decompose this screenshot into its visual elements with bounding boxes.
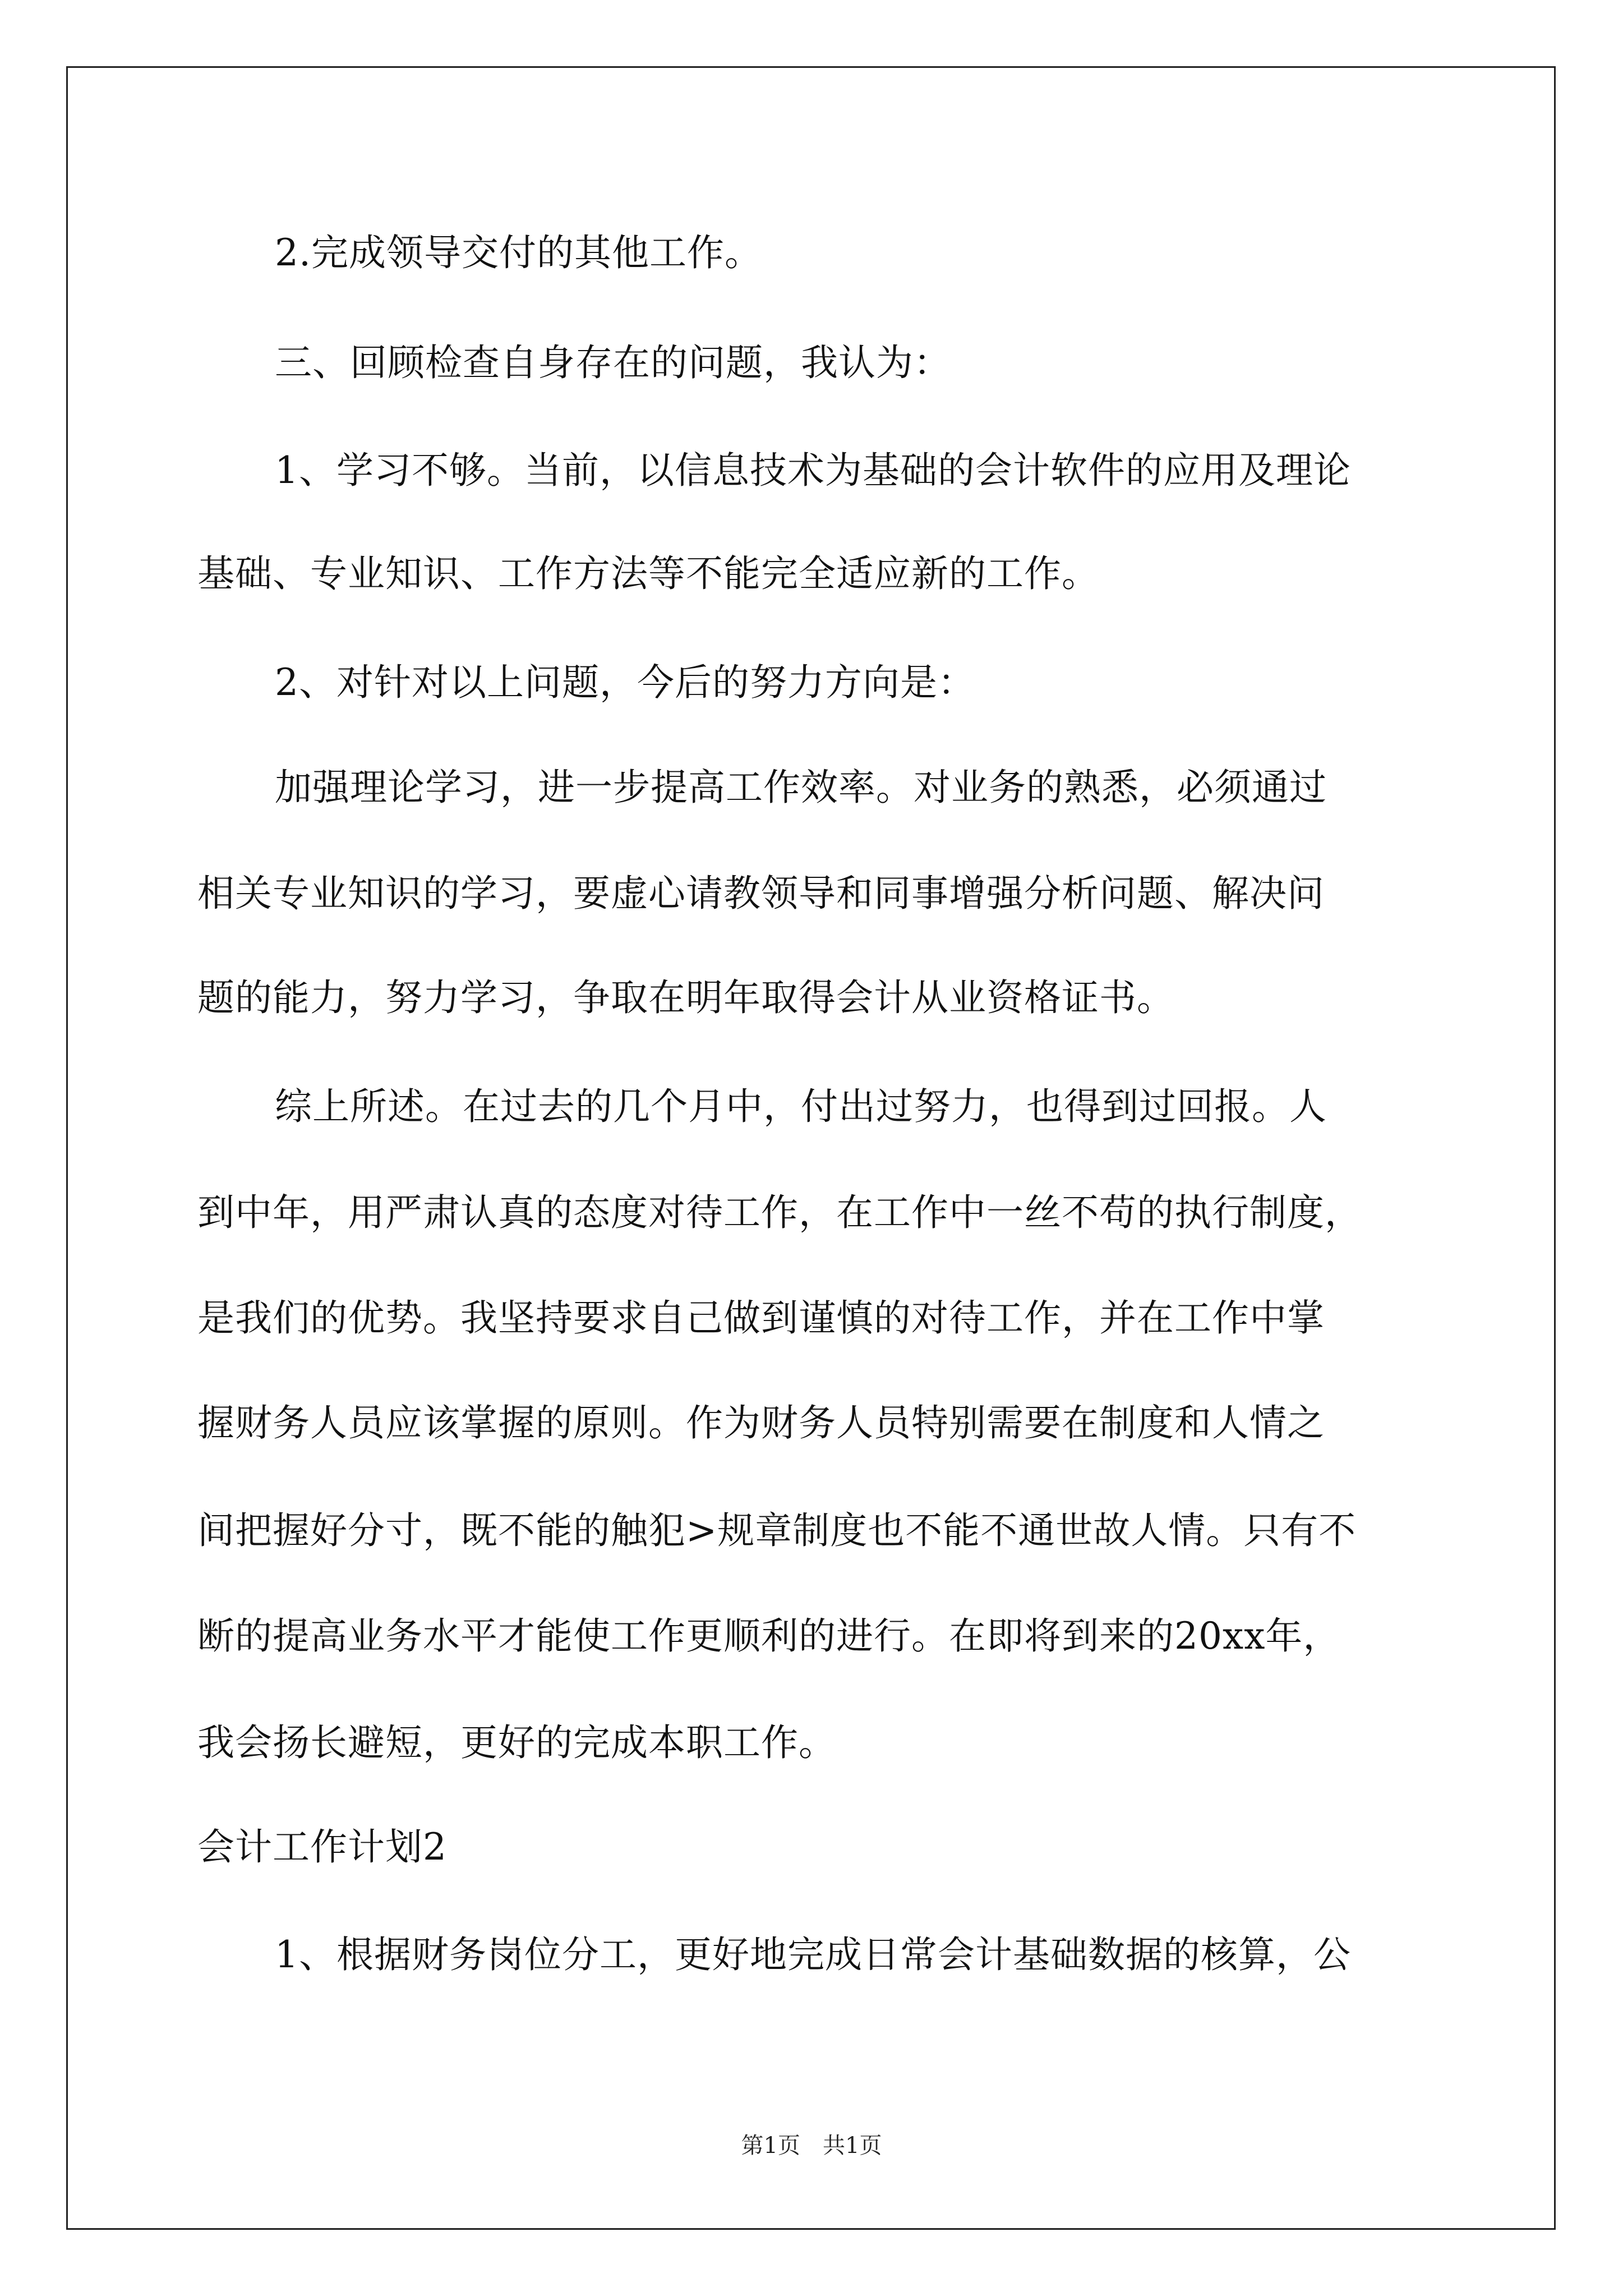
text-line: 相关专业知识的学习，要虚心请教领导和同事增强分析问题、解决问 (197, 872, 1325, 915)
section-heading: 会计工作计划2 (197, 1825, 447, 1869)
text-line: 基础、专业知识、工作方法等不能完全适应新的工作。 (197, 552, 1099, 595)
text-line: 综上所述。在过去的几个月中，付出过努力，也得到过回报。人 (275, 1085, 1327, 1128)
text-line: 到中年，用严肃认真的态度对待工作，在工作中一丝不苟的执行制度， (197, 1191, 1362, 1234)
text-line: 我会扬长避短，更好的完成本职工作。 (197, 1721, 836, 1764)
page-footer: 第1页 共1页 (741, 2133, 882, 2159)
text-line: 2、对针对以上问题，今后的努力方向是： (275, 661, 975, 704)
text-line: 题的能力，努力学习，争取在明年取得会计从业资格证书。 (197, 976, 1174, 1019)
text-line: 间把握好分寸，既不能的触犯>规章制度也不能不通世故人情。只有不 (197, 1509, 1357, 1552)
text-line: 是我们的优势。我坚持要求自己做到谨慎的对待工作，并在工作中掌 (197, 1296, 1325, 1340)
text-line: 断的提高业务水平才能使工作更顺利的进行。在即将到来的20xx年， (197, 1614, 1341, 1658)
text-line: 三、回顾检查自身存在的问题，我认为： (275, 341, 951, 384)
text-line: 2.完成领导交付的其他工作。 (275, 231, 762, 274)
text-line: 加强理论学习，进一步提高工作效率。对业务的熟悉，必须通过 (275, 766, 1327, 809)
text-line: 1、根据财务岗位分工，更好地完成日常会计基础数据的核算，公 (275, 1933, 1351, 1976)
text-line: 1、学习不够。当前，以信息技术为基础的会计软件的应用及理论 (275, 449, 1351, 492)
page-border (66, 66, 1556, 2230)
text-line: 握财务人员应该掌握的原则。作为财务人员特别需要在制度和人情之 (197, 1401, 1325, 1444)
